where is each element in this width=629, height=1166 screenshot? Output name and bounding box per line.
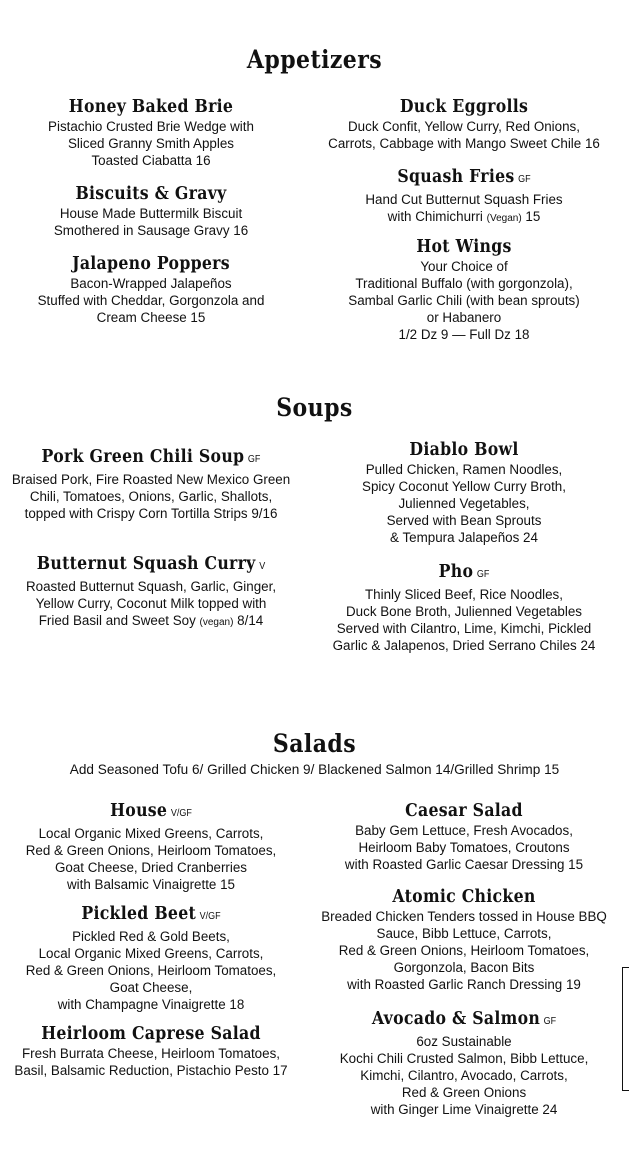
appetizers-heading: Appetizers (246, 45, 383, 74)
atomic-chicken-item (312, 886, 616, 993)
dietary-tag: GF (247, 454, 261, 465)
description-line: Yellow Curry, Coconut Milk topped with (35, 596, 267, 611)
description-line: Basil, Balsamic Reduction, Pistachio Pesto 17 (14, 1063, 288, 1078)
description-line: Toasted Ciabatta 16 (91, 153, 211, 168)
description-line: Pickled Red & Gold Beets, (72, 929, 230, 944)
dietary-tag: GF (518, 174, 531, 185)
salads-heading: Salads (272, 729, 357, 758)
description-line: Heirloom Baby Tomatoes, Croutons (358, 840, 570, 855)
description-line: with Champagne Vinaigrette 18 (57, 997, 245, 1012)
item-description (312, 908, 616, 993)
item-description (312, 1033, 616, 1118)
item-description (0, 275, 302, 326)
item-description (312, 258, 616, 343)
description-line: Gorgonzola, Bacon Bits (393, 960, 535, 975)
item-name: Squash Fries GF (397, 167, 531, 187)
description-line: or Habanero (426, 310, 502, 325)
diablo-bowl-item (312, 439, 616, 546)
item-description (0, 825, 302, 893)
description-line: with Roasted Garlic Ranch Dressing 19 (347, 977, 581, 992)
item-description (0, 205, 302, 239)
biscuits-gravy-item (0, 183, 302, 239)
salad-addon-options: Add Seasoned Tofu 6/ Grilled Chicken 9/ Blackened Salmon 14/Grilled Shrimp 15 (69, 762, 560, 777)
item-name: Pho GF (438, 562, 490, 582)
description-line: Red & Green Onions, Heirloom Tomatoes, (25, 963, 277, 978)
description-line: Your Choice of (420, 259, 508, 274)
description-line: Pistachio Crusted Brie Wedge with (48, 119, 254, 134)
description-line: Red & Green Onions (401, 1085, 527, 1100)
description-line: Smothered in Sausage Gravy 16 (53, 223, 249, 238)
house-salad-item (0, 800, 302, 893)
item-description (0, 578, 302, 612)
description-line: Goat Cheese, (109, 980, 193, 995)
pork-green-chili-soup-item (0, 446, 302, 522)
description-line: with Ginger Lime Vinaigrette 24 (370, 1102, 558, 1117)
item-description (312, 118, 616, 152)
description-line: Cream Cheese 15 (96, 310, 206, 325)
item-name: Butternut Squash Curry V (36, 554, 266, 574)
item-name: Honey Baked Brie (68, 97, 234, 117)
description-line: 1/2 Dz 9 — Full Dz 18 (398, 327, 530, 342)
description-line: with Roasted Garlic Caesar Dressing 15 (344, 857, 584, 872)
description-line: House Made Buttermilk Biscuit (59, 206, 243, 221)
honey-baked-brie-item (0, 96, 302, 169)
butternut-squash-curry-item (0, 553, 302, 631)
dietary-tag: V (259, 561, 266, 572)
description-line: Thinly Sliced Beef, Rice Noodles, (365, 587, 563, 602)
item-description (0, 928, 302, 1013)
description-line: Chili, Tomatoes, Onions, Garlic, Shallots, (29, 489, 273, 504)
dietary-tag: GF (476, 569, 490, 580)
description-line: Sambal Garlic Chili (with bean sprouts) (348, 293, 580, 308)
jalapeno-poppers-item (0, 253, 302, 326)
avocado-salmon-item (312, 1008, 616, 1118)
description-line: & Tempura Jalapeños 24 (390, 530, 538, 545)
item-description-last-line: Fried Basil and Sweet Soy (vegan) 8/14 (38, 613, 264, 628)
description-line: Served with Bean Sprouts (386, 513, 542, 528)
description-line: with Balsamic Vinaigrette 15 (67, 877, 235, 892)
description-line: Roasted Butternut Squash, Garlic, Ginger, (25, 579, 277, 594)
item-description: Hand Cut Butternut Squash Fries with Chimichurri (Vegan) 15 (365, 192, 563, 224)
description-line: Baby Gem Lettuce, Fresh Avocados, (355, 823, 573, 838)
description-line: Braised Pork, Fire Roasted New Mexico Green (11, 472, 291, 487)
description-line: Breaded Chicken Tenders tossed in House BBQ (321, 909, 607, 924)
description-line: Spicy Coconut Yellow Curry Broth, (362, 479, 566, 494)
item-description (0, 1045, 302, 1079)
description-line: Local Organic Mixed Greens, Carrots, (38, 946, 264, 961)
description-line: Goat Cheese, Dried Cranberries (54, 860, 248, 875)
description-line: Duck Confit, Yellow Curry, Red Onions, (348, 119, 580, 134)
item-name: Biscuits & Gravy (75, 184, 227, 204)
item-description (312, 461, 616, 546)
description-line: Julienned Vegetables, (398, 496, 530, 511)
description-line: Carrots, Cabbage with Mango Sweet Chile 16 (328, 136, 600, 151)
description-line: Red & Green Onions, Heirloom Tomatoes, (338, 943, 590, 958)
description-line: Stuffed with Cheddar, Gorgonzola and (37, 293, 265, 308)
item-name: Avocado & Salmon GF (371, 1009, 557, 1029)
squash-fries-item (312, 166, 616, 227)
description-line: Kochi Chili Crusted Salmon, Bibb Lettuce, (339, 1051, 589, 1066)
item-name: Pickled Beet V/GF (81, 904, 221, 924)
description-line: Pulled Chicken, Ramen Noodles, (365, 462, 563, 477)
item-description (0, 118, 302, 169)
item-name: Pork Green Chili Soup GF (41, 447, 261, 467)
item-name: Diablo Bowl (409, 440, 519, 460)
item-name: Caesar Salad (405, 801, 523, 821)
dietary-tag: GF (543, 1016, 557, 1027)
soups-heading: Soups (276, 393, 353, 422)
item-name: Atomic Chicken (392, 887, 536, 907)
item-description (0, 471, 302, 522)
description-line: Garlic & Jalapenos, Dried Serrano Chiles 24 (332, 638, 596, 653)
description-line: Duck Bone Broth, Julienned Vegetables (346, 604, 582, 619)
heirloom-caprese-salad-item (0, 1023, 302, 1079)
description-line: Bacon-Wrapped Jalapeños (70, 276, 232, 291)
description-line: Fresh Burrata Cheese, Heirloom Tomatoes, (21, 1046, 280, 1061)
description-line: Served with Cilantro, Lime, Kimchi, Pickled (336, 621, 592, 636)
item-name: Jalapeno Poppers (72, 254, 230, 274)
description-line: Red & Green Onions, Heirloom Tomatoes, (25, 843, 277, 858)
description-line: Sliced Granny Smith Apples (68, 136, 234, 151)
item-name: Hot Wings (416, 237, 512, 257)
pickled-beet-item (0, 903, 302, 1013)
hot-wings-item (312, 236, 616, 343)
item-name: House V/GF (110, 801, 192, 821)
description-line: Kimchi, Cilantro, Avocado, Carrots, (360, 1068, 568, 1083)
item-description (312, 822, 616, 873)
edge-bracket-decoration (622, 967, 629, 1091)
description-line: topped with Crispy Corn Tortilla Strips 9/16 (24, 506, 278, 521)
dietary-tag: V/GF (199, 911, 221, 922)
item-name: Heirloom Caprese Salad (41, 1024, 261, 1044)
duck-eggrolls-item (312, 96, 616, 152)
pho-item (312, 561, 616, 654)
description-line: Local Organic Mixed Greens, Carrots, (38, 826, 264, 841)
description-line: Sauce, Bibb Lettuce, Carrots, (376, 926, 552, 941)
item-description (312, 586, 616, 654)
dietary-tag: V/GF (170, 808, 192, 819)
item-name: Duck Eggrolls (399, 97, 529, 117)
description-line: 6oz Sustainable (416, 1034, 512, 1049)
description-line: Traditional Buffalo (with gorgonzola), (355, 276, 573, 291)
caesar-salad-item (312, 800, 616, 873)
